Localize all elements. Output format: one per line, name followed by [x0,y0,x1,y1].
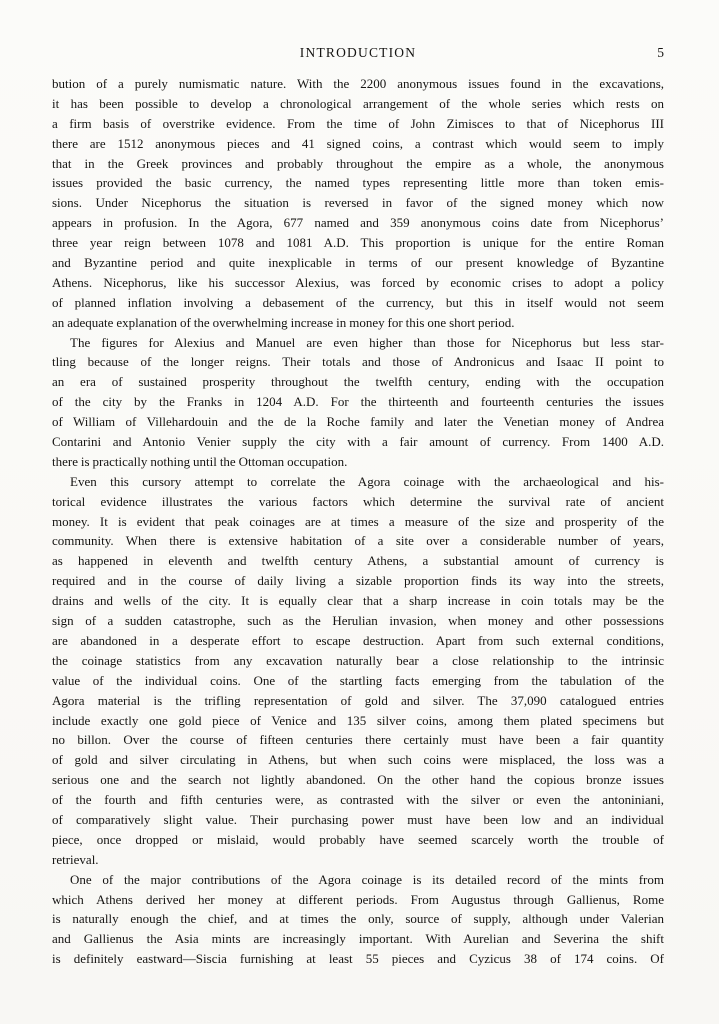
text-line: value of the individual coins. One of the startling facts emerging from the tabulation of the [52,672,664,688]
text-line: of the city by the Franks in 1204 A.D. For the thirteenth and fourteenth centuries the issues [52,394,664,410]
paragraph [52,74,664,333]
text-line: a firm basis of overstrike evidence. From the time of John Zimisces to that of Nicephorus III [52,115,664,131]
text-line: three year reign between 1078 and 1081 A.D. This proportion is unique for the entire Roman [52,235,664,251]
text-line: an era of sustained prosperity throughout the twelfth century, ending with the occupation [52,374,664,390]
text-line: of comparatively slight value. Their purchasing power must have been low and an individual [52,811,664,827]
body-text [52,74,664,969]
text-line: The figures for Alexius and Manuel are even higher than those for Nicephorus but less star- [70,334,664,350]
text-line: which Athens derived her money at different periods. From Augustus through Gallienus, Rome [52,891,664,907]
text-line: there are 1512 anonymous pieces and 41 signed coins, a contrast which would seem to imply [52,135,664,151]
text-line: serious one and the search not lightly abandoned. On the other hand the copious bronze issues [52,772,664,788]
text-line: tling because of the longer reigns. Their totals and those of Andronicus and Isaac II point to [52,354,664,370]
text-line: Agora material is the trifling representation of gold and silver. The 37,090 catalogued entries [52,692,664,708]
text-line: of gold and silver circulating in Athens, but when such coins were misplaced, the loss was a [52,752,664,768]
text-line: retrieval. [52,851,99,867]
paragraph [52,472,664,870]
text-line: that in the Greek provinces and probably throughout the empire as a whole, the anonymous [52,155,664,171]
text-line: are abandoned in a desperate effort to escape destruction. Apart from such external conditions, [52,632,664,648]
text-line: is definitely eastward—Siscia furnishing at least 55 pieces and Cyzicus 38 of 174 coins. Of [52,951,664,967]
paragraph [52,333,664,472]
text-line: sions. Under Nicephorus the situation is reversed in favor of the signed money which now [52,195,664,211]
text-line: community. When there is extensive habitation of a site over a considerable number of years, [52,533,664,549]
text-line: drains and wells of the city. It is equally clear that a sharp increase in coin totals may be the [52,593,664,609]
text-line: an adequate explanation of the overwhelming increase in money for this one short period. [52,314,515,330]
text-line: and Byzantine period and quite inexplicable in terms of our present knowledge of Byzantine [52,255,664,271]
text-line: required and in the course of daily living a sizable proportion finds its way into the streets, [52,573,664,589]
text-line: Athens. Nicephorus, like his successor Alexius, was forced by economic crises to adopt a policy [52,274,664,290]
text-line: torical evidence illustrates the various factors which determine the survival rate of ancient [52,493,664,509]
text-line: bution of a purely numismatic nature. With the 2200 anonymous issues found in the excavations, [52,76,664,91]
text-line: Even this cursory attempt to correlate the Agora coinage with the archaeological and his- [70,473,664,489]
page-number: 5 [657,45,664,60]
text-line: include exactly one gold piece of Venice and 135 silver coins, among them plated specimens but [52,712,664,728]
text-line: Contarini and Antonio Venier supply the city with a fair amount of currency. From 1400 A.D. [52,434,664,450]
text-line: of planned inflation involving a debasement of the currency, but this in itself would not seem [52,294,664,310]
text-line: of the fourth and fifth centuries were, as contrasted with the silver or even the antoniniani, [52,792,664,808]
paragraph [52,870,664,969]
text-line: money. It is evident that peak coinages are at times a measure of the size and prosperity of the [52,513,664,529]
text-line: appears in profusion. In the Agora, 677 named and 359 anonymous coins date from Nicephorus’ [52,215,664,231]
text-line: of William of Villehardouin and the de la Roche family and later the Venetian money of Andrea [52,414,664,430]
text-line: and Gallienus the Asia mints are increasingly important. With Aurelian and Severina the shift [52,931,664,947]
text-line: it has been possible to develop a chronological arrangement of the whole series which rests on [52,95,664,111]
text-line: sign of a sudden catastrophe, such as the Herulian invasion, when money and other possessions [52,613,664,629]
text-line: as happened in eleventh and twelfth century Athens, a substantial amount of currency is [52,553,664,569]
text-line: the coinage statistics from any excavation naturally bear a close relationship to the intrinsic [52,652,664,668]
text-line: issues provided the basic currency, the named types representing little more than token emis- [52,175,664,191]
text-line: there is practically nothing until the Ottoman occupation. [52,453,348,469]
page-title: INTRODUCTION [299,45,417,60]
text-line: no billon. Over the course of fifteen centuries there certainly must have been a fair quantity [52,732,664,748]
text-line: is naturally enough the chief, and at times the only, source of supply, although under Valerian [52,911,664,927]
text-line: piece, once dropped or mislaid, would probably have seemed scarcely worth the trouble of [52,831,664,847]
text-line: One of the major contributions of the Agora coinage is its detailed record of the mints from [70,871,664,887]
running-head [52,44,664,62]
